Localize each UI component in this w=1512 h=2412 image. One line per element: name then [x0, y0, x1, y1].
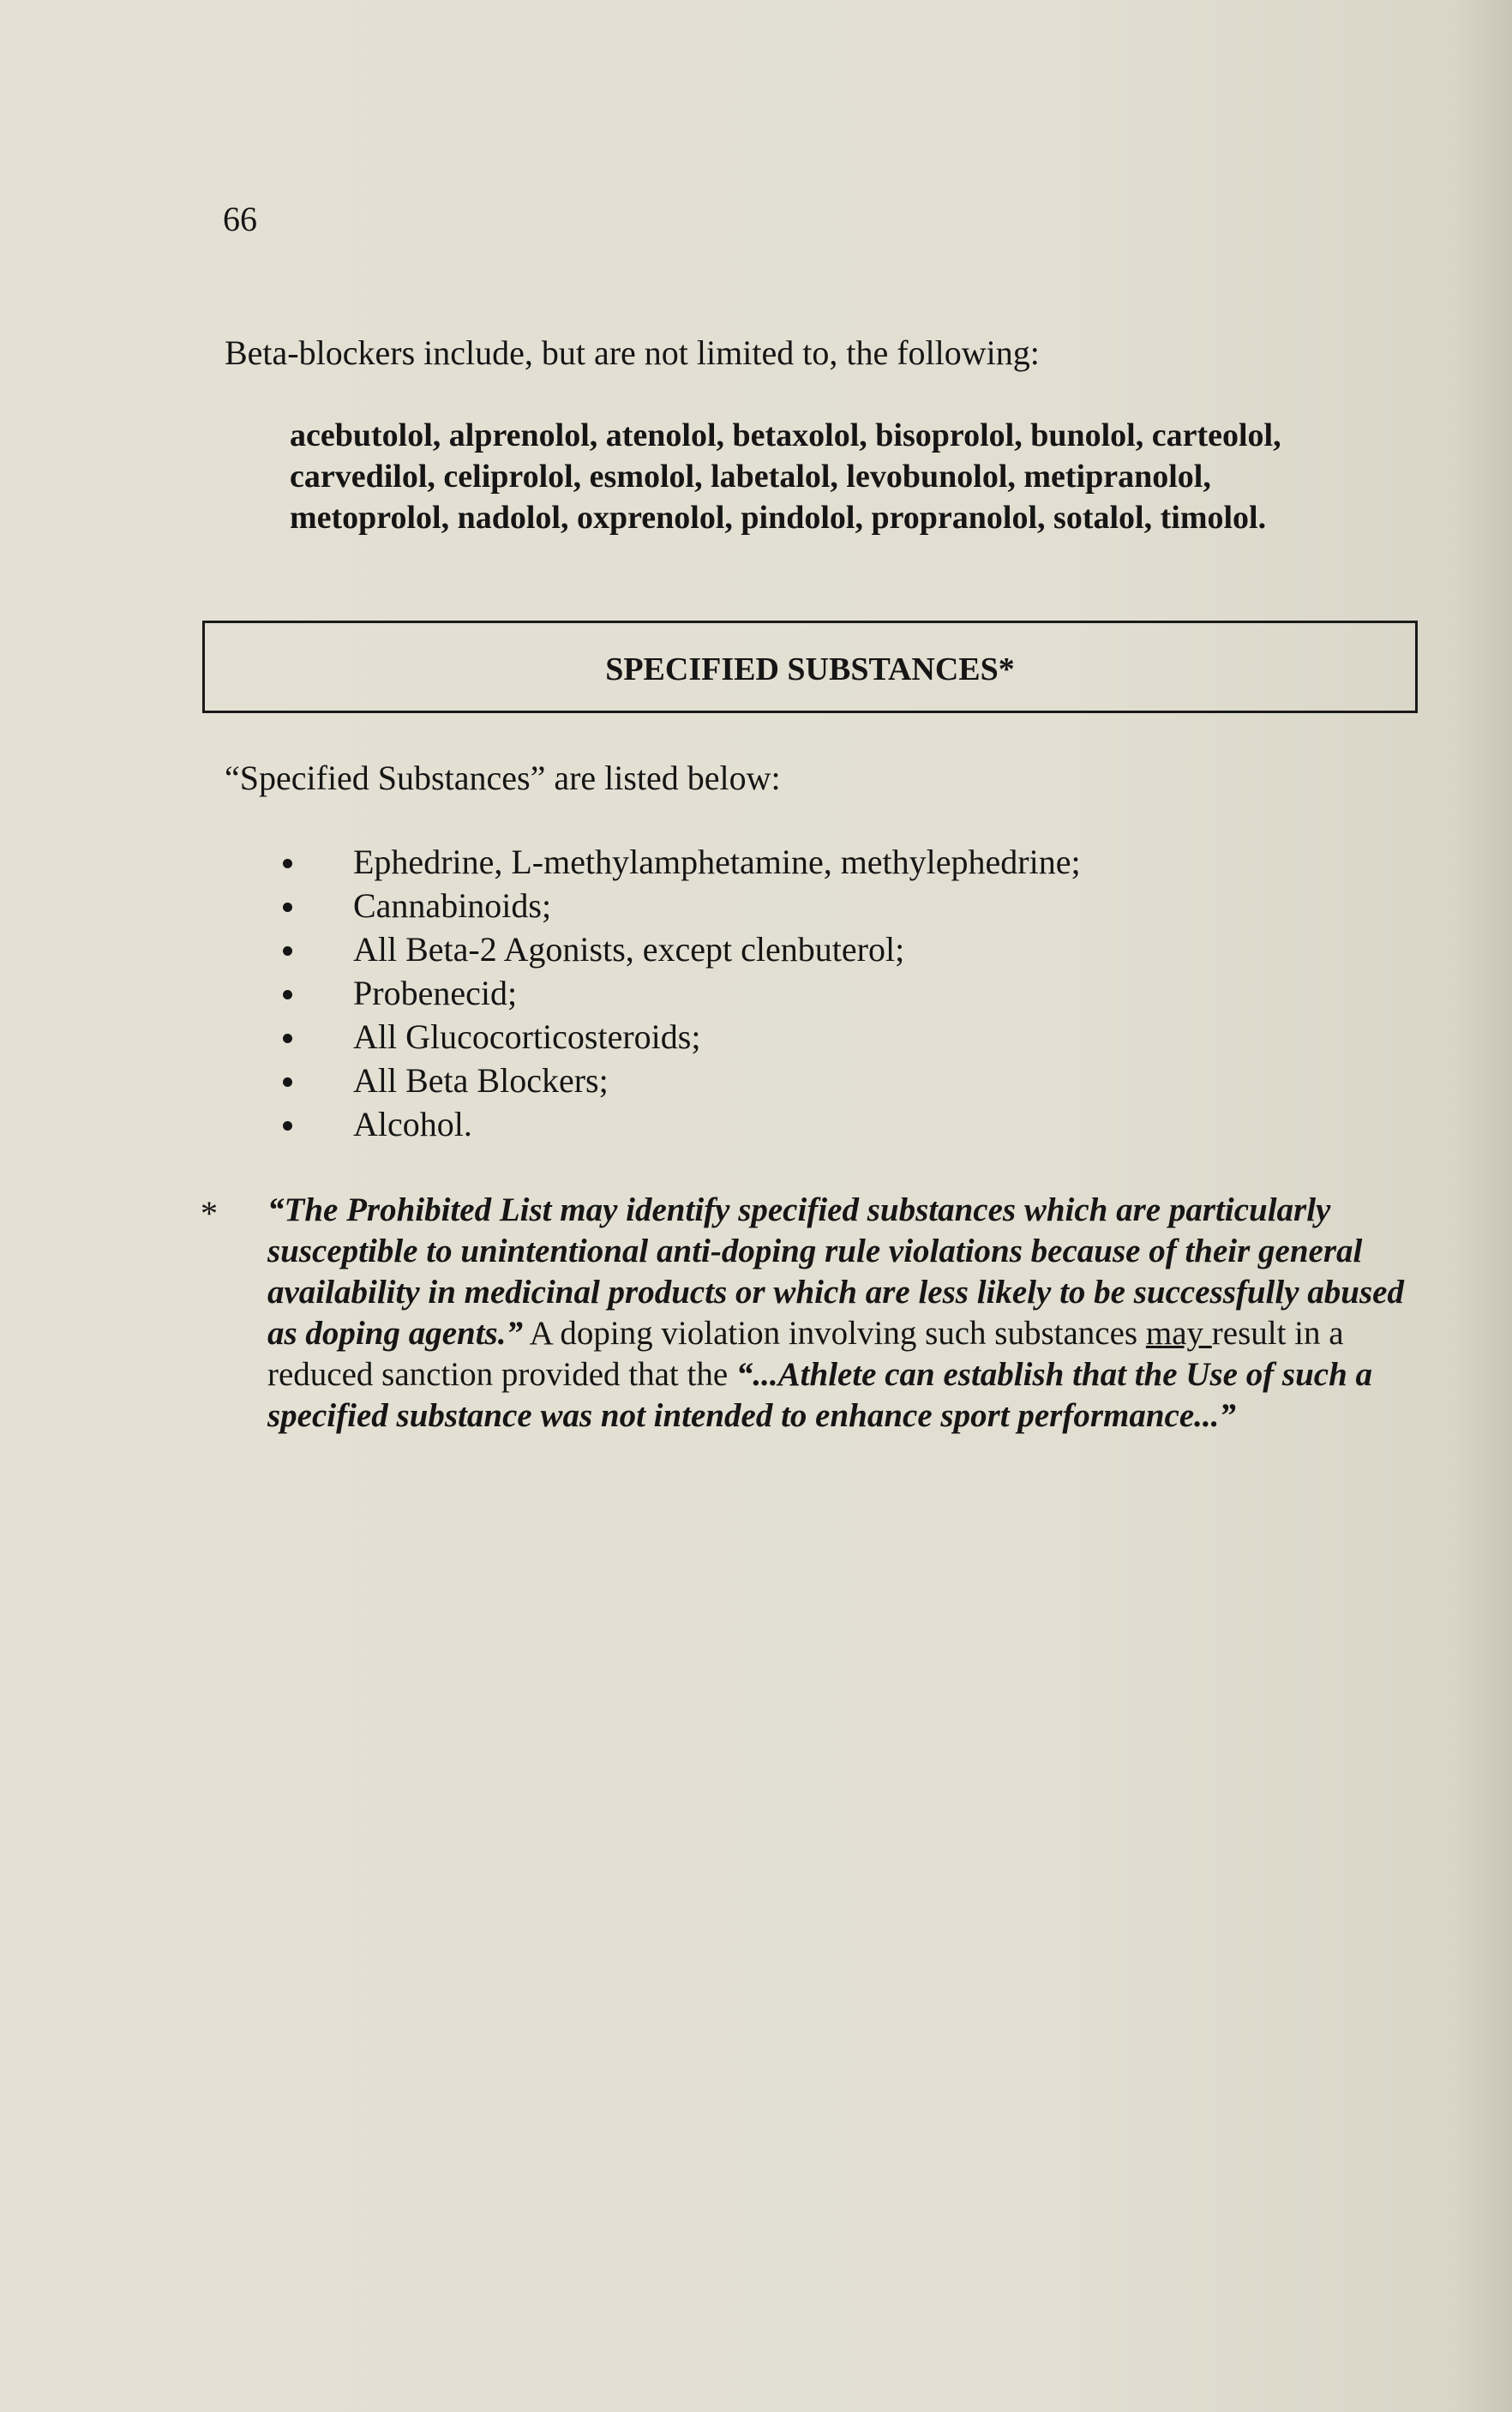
bullet-icon [283, 1077, 292, 1087]
bullet-icon [283, 946, 292, 956]
bullet-icon [283, 990, 292, 999]
footnote-marker: * [201, 1194, 218, 1233]
footnote-plain-text: result in a reduced sanction provided that the [267, 1315, 1344, 1393]
bullet-icon [283, 1121, 292, 1131]
footnote-quote: “The Prohibited List may identify specified substances which are particularly susceptible to unintentional anti-doping rule violations because of their general availability in medicinal products or which are less likely to be successfully abused as doping agents.” [267, 1191, 1404, 1352]
list-item-text: Ephedrine, L-methylamphetamine, methylephedrine; [353, 843, 1081, 881]
footnote-text [267, 1190, 1433, 1437]
list-item [283, 971, 1081, 1015]
footnote-plain-text: A doping violation involving such substances [522, 1315, 1146, 1352]
beta-blockers-list-line: acebutolol, alprenolol, atenolol, betaxolol, bisoprolol, bunolol, carteolol, [290, 417, 1281, 453]
beta-blockers-intro: Beta-blockers include, but are not limited to, the following: [225, 333, 1040, 372]
beta-blockers-list-line: metoprolol, nadolol, oxprenolol, pindolol, propranolol, sotalol, timolol. [290, 500, 1267, 536]
bullet-icon [283, 1034, 292, 1043]
beta-blockers-list [290, 415, 1438, 538]
list-item [283, 884, 1081, 927]
list-item [283, 1015, 1081, 1059]
page-number: 66 [223, 200, 257, 238]
list-item-text: All Glucocorticosteroids; [353, 1017, 701, 1056]
footnote-underlined-word: may [1145, 1315, 1212, 1352]
list-item [283, 1102, 1081, 1146]
list-item [283, 840, 1081, 884]
list-item-text: All Beta-2 Agonists, except clenbuterol; [353, 930, 905, 969]
section-heading-box [202, 621, 1418, 713]
footnote-quote: “...Athlete can establish that the Use of such a specified substance was not intended to enhance sport performance...” [267, 1356, 1373, 1434]
list-item-text: Alcohol. [353, 1105, 472, 1143]
specified-substances-intro: “Specified Substances” are listed below: [225, 759, 781, 797]
list-item [283, 927, 1081, 971]
bullet-icon [283, 903, 292, 912]
list-item [283, 1059, 1081, 1102]
list-item-text: All Beta Blockers; [353, 1061, 609, 1100]
section-title: SPECIFIED SUBSTANCES* [605, 651, 1015, 687]
list-item-text: Cannabinoids; [353, 886, 552, 925]
bullet-icon [283, 859, 292, 868]
beta-blockers-list-line: carvedilol, celiprolol, esmolol, labetalol, levobunolol, metipranolol, [290, 459, 1211, 495]
specified-substances-list [283, 840, 1081, 1146]
list-item-text: Probenecid; [353, 974, 518, 1012]
